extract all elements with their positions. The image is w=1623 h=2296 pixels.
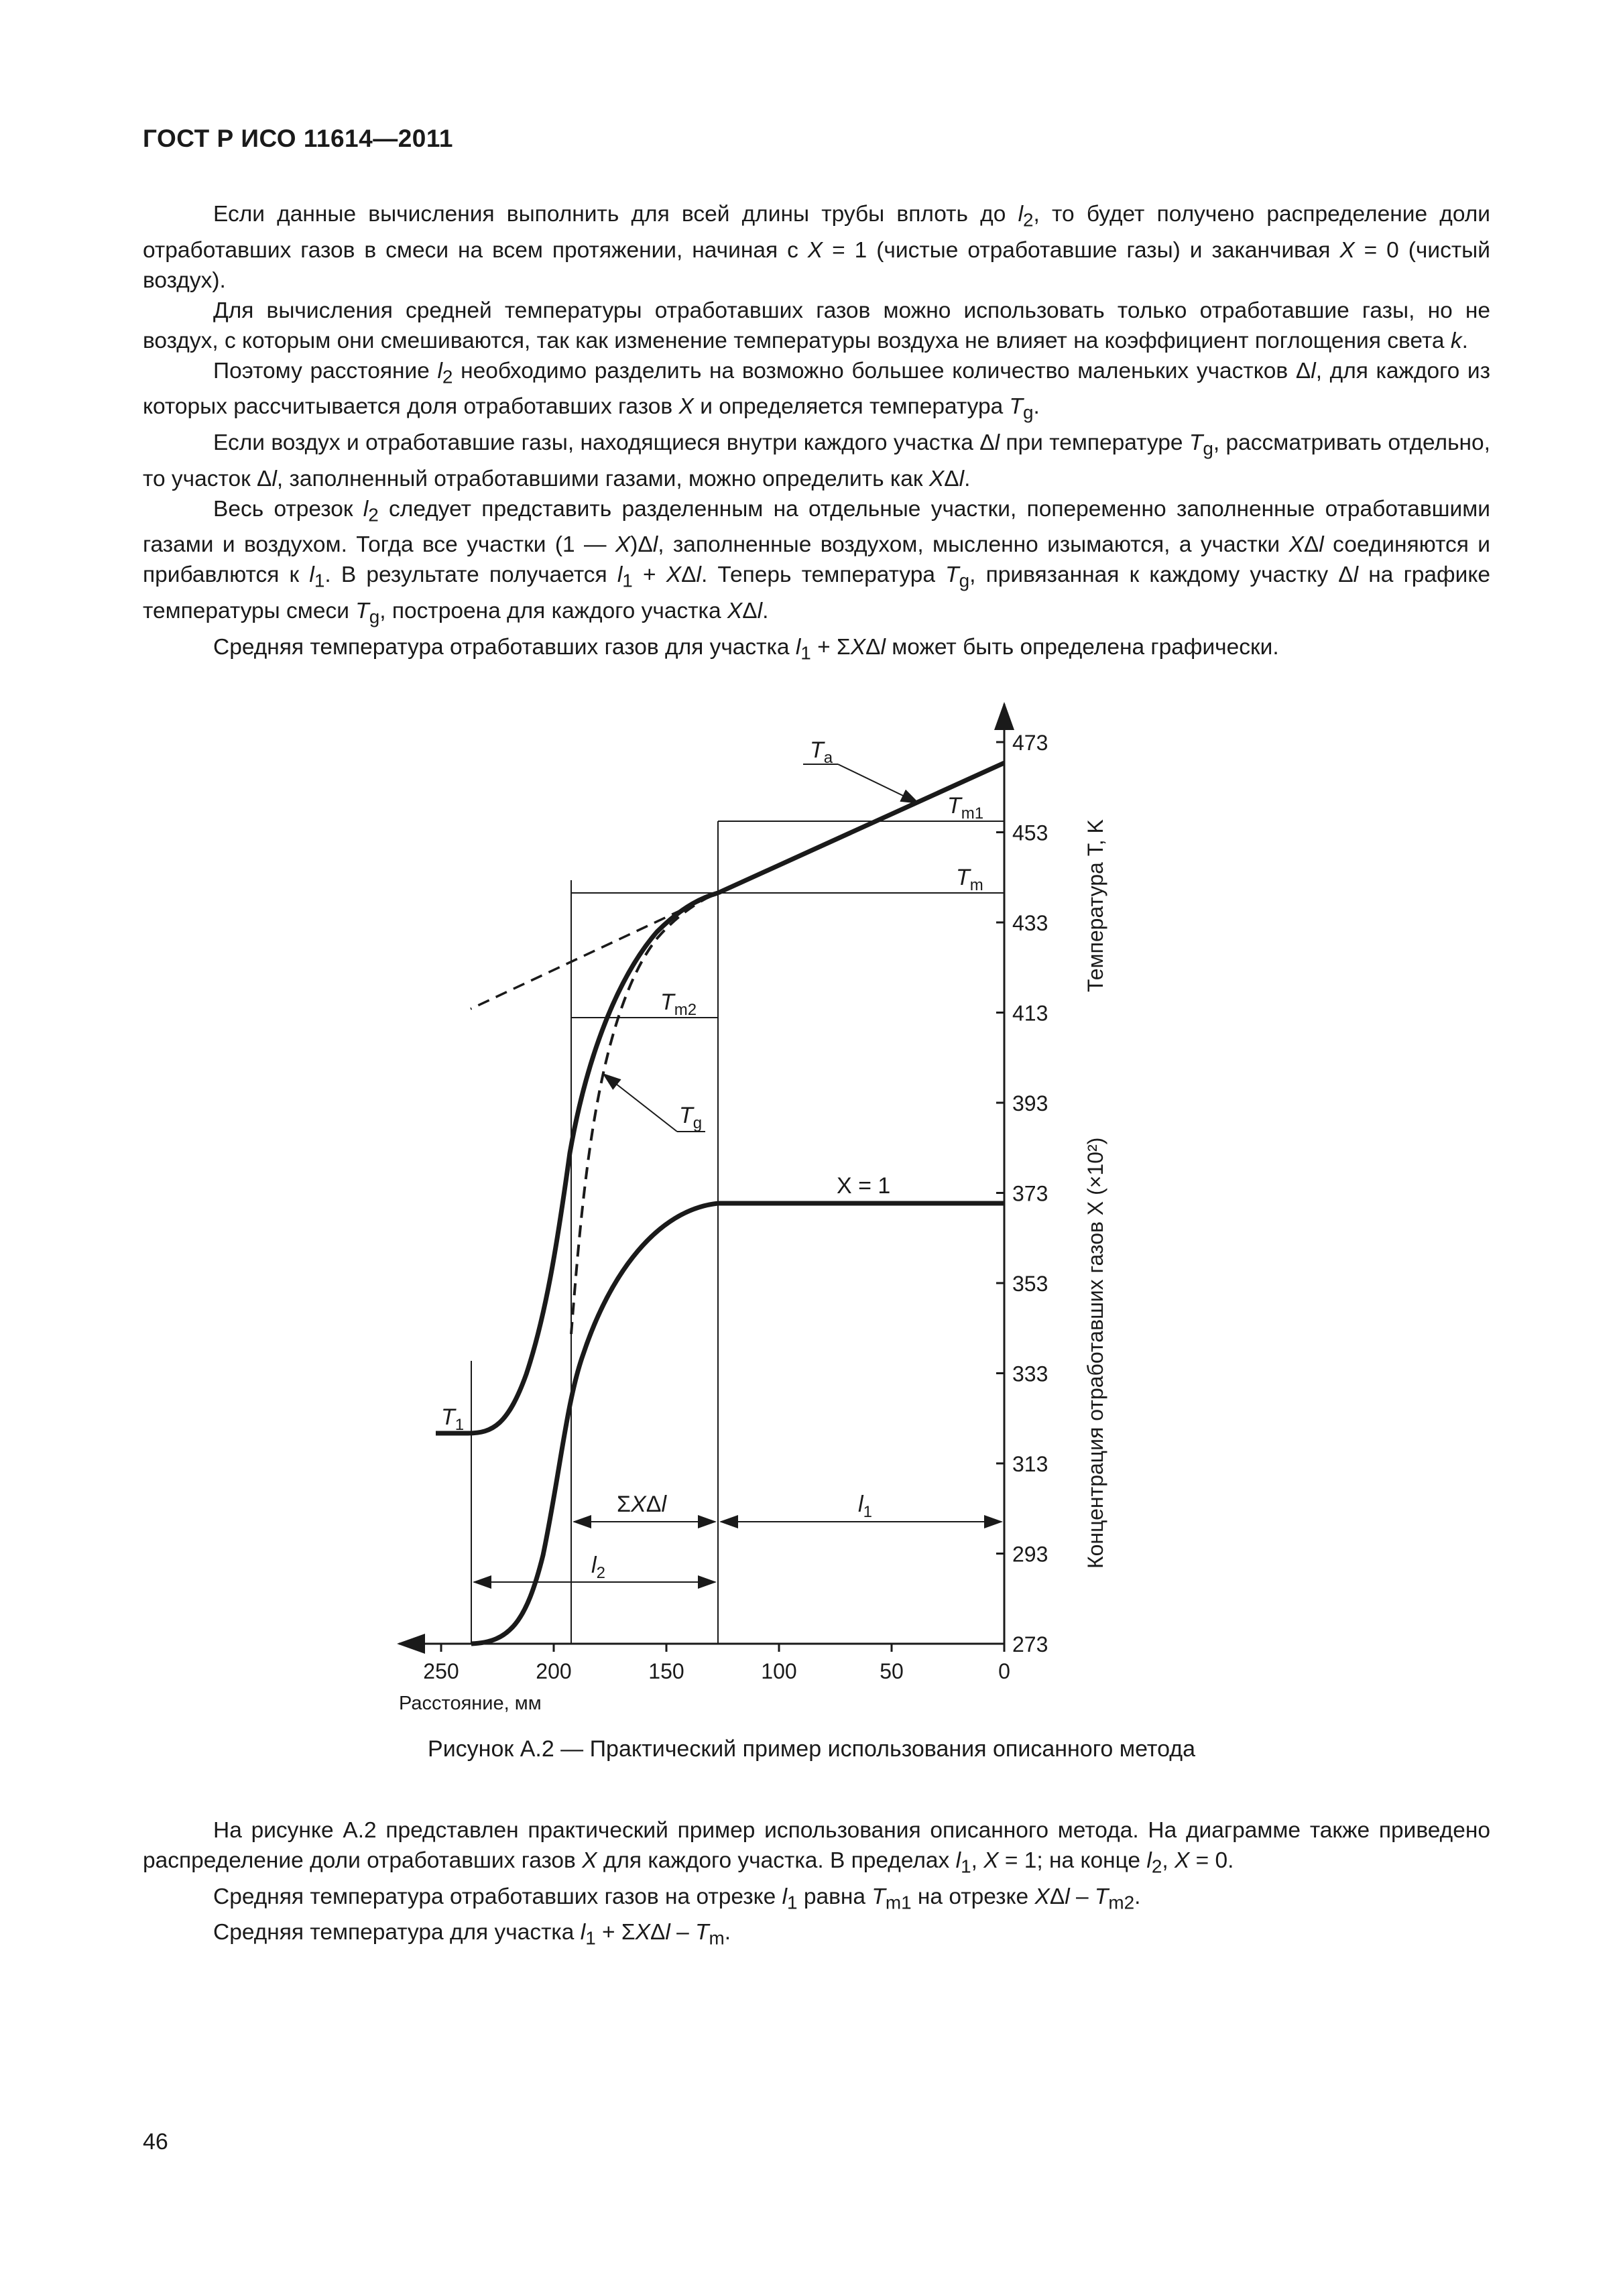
- paragraph: Поэтому расстояние $l_2$ необходимо разделить на возможно большее количество маленьких участков Δl, для каждого из которых рассчитывается доля отработавших газов X и определяется температура $T_g$.: [143, 358, 1490, 424]
- paragraph: Для вычисления средней температуры отработавших газов можно использовать только отработавшие газы, но не воздух, с которым они смешиваются, так как изменение температуры воздуха не влияет на коэффициент поглощения света k.: [143, 298, 1490, 353]
- x-axis-title: Расстояние, мм: [399, 1693, 542, 1714]
- x-tick-label: 50: [880, 1659, 904, 1683]
- y-tick-label: 293: [1012, 1542, 1048, 1567]
- y-tick-label: 433: [1012, 911, 1048, 935]
- label-l1: $l_1$: [858, 1492, 872, 1521]
- x-tick-label: 0: [998, 1659, 1010, 1683]
- paragraph: Если данные вычисления выполнить для всей длины трубы вплоть до $l_2$, то будет получено распределение доли отработавших газов в смеси на всем протяжении, начиная с X = 1 (чистые отработавшие газы) и заканчивая X = 0 (чистый воздух).: [143, 202, 1490, 293]
- paragraph: Если воздух и отработавшие газы, находящиеся внутри каждого участка Δl при температуре $T_g$, рассматривать отдельно, то участок Δl, заполненный отработавшими газами, можно определить как XΔl.: [143, 430, 1490, 491]
- label-t1: $T_1$: [441, 1404, 465, 1434]
- tg-pointer: [603, 1074, 677, 1132]
- y-tick-label: 473: [1012, 731, 1048, 755]
- document-header: ГОСТ Р ИСО 11614—2011: [143, 125, 453, 152]
- label-tm: $T_m$: [956, 865, 983, 894]
- x-tick-label: 200: [536, 1659, 572, 1683]
- mix-temperature-curve: [436, 893, 718, 1433]
- label-tm2: $T_{m2}$: [660, 989, 697, 1019]
- page-number: 46: [143, 2129, 168, 2155]
- text-block-bottom: [143, 1815, 1490, 1953]
- x-ticks: [423, 1644, 1010, 1683]
- y-tick-label: 273: [1012, 1632, 1048, 1656]
- y-tick-label: 393: [1012, 1091, 1048, 1115]
- y-tick-label: 333: [1012, 1362, 1048, 1386]
- y-tick-label: 413: [1012, 1001, 1048, 1026]
- paragraph: Средняя температура отработавших газов на отрезке $l_1$ равна $T_{m1}$ на отрезке XΔl – $T_{m2}$.: [213, 1884, 1141, 1913]
- paragraph: Средняя температура для участка $l_1 + \Sigma X\Delta l - T_m$.: [213, 1920, 731, 1949]
- figure-a2: [375, 690, 1153, 1723]
- x-tick-label: 100: [761, 1659, 797, 1683]
- paragraph: Средняя температура отработавших газов для участка $l_1 + \Sigma X\Delta l$ может быть определена графически.: [213, 634, 1279, 664]
- label-ta: $T_a$: [810, 737, 833, 767]
- y-axis-title-temperature: Температура T, K: [1083, 819, 1107, 992]
- x-tick-label: 150: [648, 1659, 684, 1683]
- text-block-top: [143, 199, 1490, 668]
- label-tg: $T_g$: [679, 1103, 703, 1132]
- y-tick-label: 453: [1012, 821, 1048, 845]
- label-x1: X = 1: [837, 1173, 891, 1199]
- label-sum: ΣXΔl: [617, 1492, 666, 1517]
- y-tick-label: 313: [1012, 1452, 1048, 1476]
- y-axis-title-concentration: Концентрация отработавших газов X (×10²): [1083, 1137, 1107, 1569]
- tg-dashed-curve: [571, 893, 718, 1334]
- y-tick-label: 353: [1012, 1272, 1048, 1296]
- paragraph: Весь отрезок $l_2$ следует представить разделенным на отдельные участки, попеременно заполненные отработавшими газами и воздухом. Тогда все участки (1 — X)Δl, заполненные воздухом, мысленно изымаются, а участки XΔl соединяются и прибавлются к $l_1$. В результате получается $l_1 + X\Delta l$. Теперь температура $T_g$, привязанная к каждому участку Δl на графике температуры смеси $T_g$, построена для каждого участка XΔl.: [143, 496, 1490, 627]
- label-tm1: $T_{m1}$: [947, 793, 984, 823]
- ta-pointer: [838, 764, 918, 803]
- x-tick-label: 250: [423, 1659, 459, 1683]
- paragraph: На рисунке А.2 представлен практический пример использования описанного метода. На диаграмме также приведено распределение доли отработавших газов X для каждого участка. В пределах $l_1$, X = 1; на конце $l_2$, X = 0.: [143, 1818, 1490, 1877]
- y-tick-label: 373: [1012, 1181, 1048, 1206]
- figure-caption: Рисунок А.2 — Практический пример использования описанного метода: [428, 1736, 1195, 1762]
- label-l2: $l_2$: [591, 1553, 605, 1582]
